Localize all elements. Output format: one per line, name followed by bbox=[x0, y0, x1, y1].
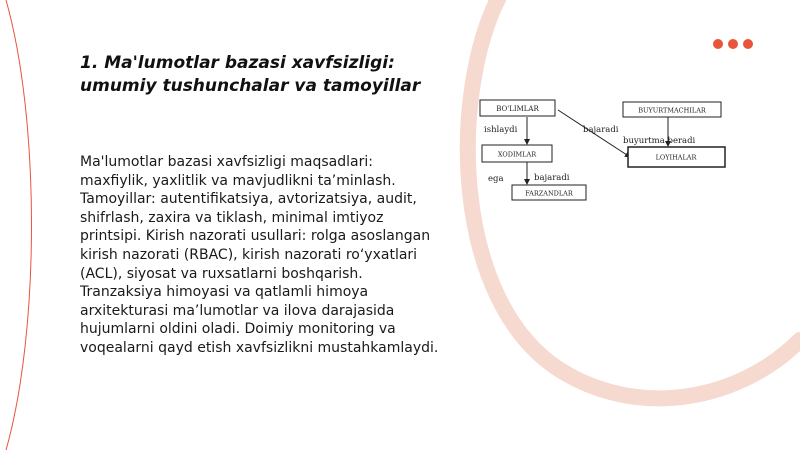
edge-label-ishlaydi: ishlaydi bbox=[484, 125, 518, 135]
edge-label-buyurtma-beradi: buyurtma beradi bbox=[623, 136, 696, 146]
er-diagram bbox=[470, 95, 730, 210]
slide-title: 1. Ma'lumotlar bazasi xavfsizligi: umumiy tushunchalar va tamoyillar bbox=[80, 53, 421, 96]
box-xodimlar-label: XODIMLAR bbox=[497, 150, 537, 159]
box-bolimlar-label: BO'LIMLAR bbox=[496, 105, 539, 113]
dot-icon bbox=[713, 39, 723, 49]
dots-indicator bbox=[713, 39, 753, 49]
edge-label-bajaradi-top: bajaradi bbox=[583, 125, 619, 135]
edge-label-bajaradi-bottom: bajaradi bbox=[534, 173, 570, 183]
box-xodimlar bbox=[482, 145, 552, 162]
box-farzandlar-label: FARZANDLAR bbox=[525, 189, 573, 198]
box-loyihalar bbox=[628, 147, 725, 167]
box-loyihalar-label: LOYIHALAR bbox=[655, 153, 697, 162]
box-buyurtmachilar-label: BUYURTMACHILAR bbox=[638, 106, 706, 115]
edge-label-ega: ega bbox=[488, 174, 504, 184]
box-buyurtmachilar bbox=[623, 102, 721, 117]
box-farzandlar bbox=[512, 185, 586, 200]
slide-body-text: Ma'lumotlar bazasi xavfsizligi maqsadlari: maxfiylik, yaxlitlik va mavjudlikni ta’minlash. Tamoyillar: autentifikatsiya, avtorizatsiya, audit, shifrlash, zaxira va tiklash, minimal imtiyoz printsipi. Kirish nazorati usullari: rolga asoslangan kirish nazorati (RBAC), kirish nazorati ro‘yxatlari (ACL), siyosat va ruxsatlarni boshqarish. Tranzaksiya himoyasi va qatlamli himoya arxitekturasi ma’lumotlar va ilova darajasida hujumlarni oldini oladi. Doimiy monitoring va voqealarni qayd etish xavfsizlikni mustahkamlaydi. bbox=[80, 154, 439, 356]
left-edge-curve bbox=[6, 0, 32, 450]
box-bolimlar bbox=[480, 100, 555, 116]
dot-icon bbox=[743, 39, 753, 49]
dot-icon bbox=[728, 39, 738, 49]
